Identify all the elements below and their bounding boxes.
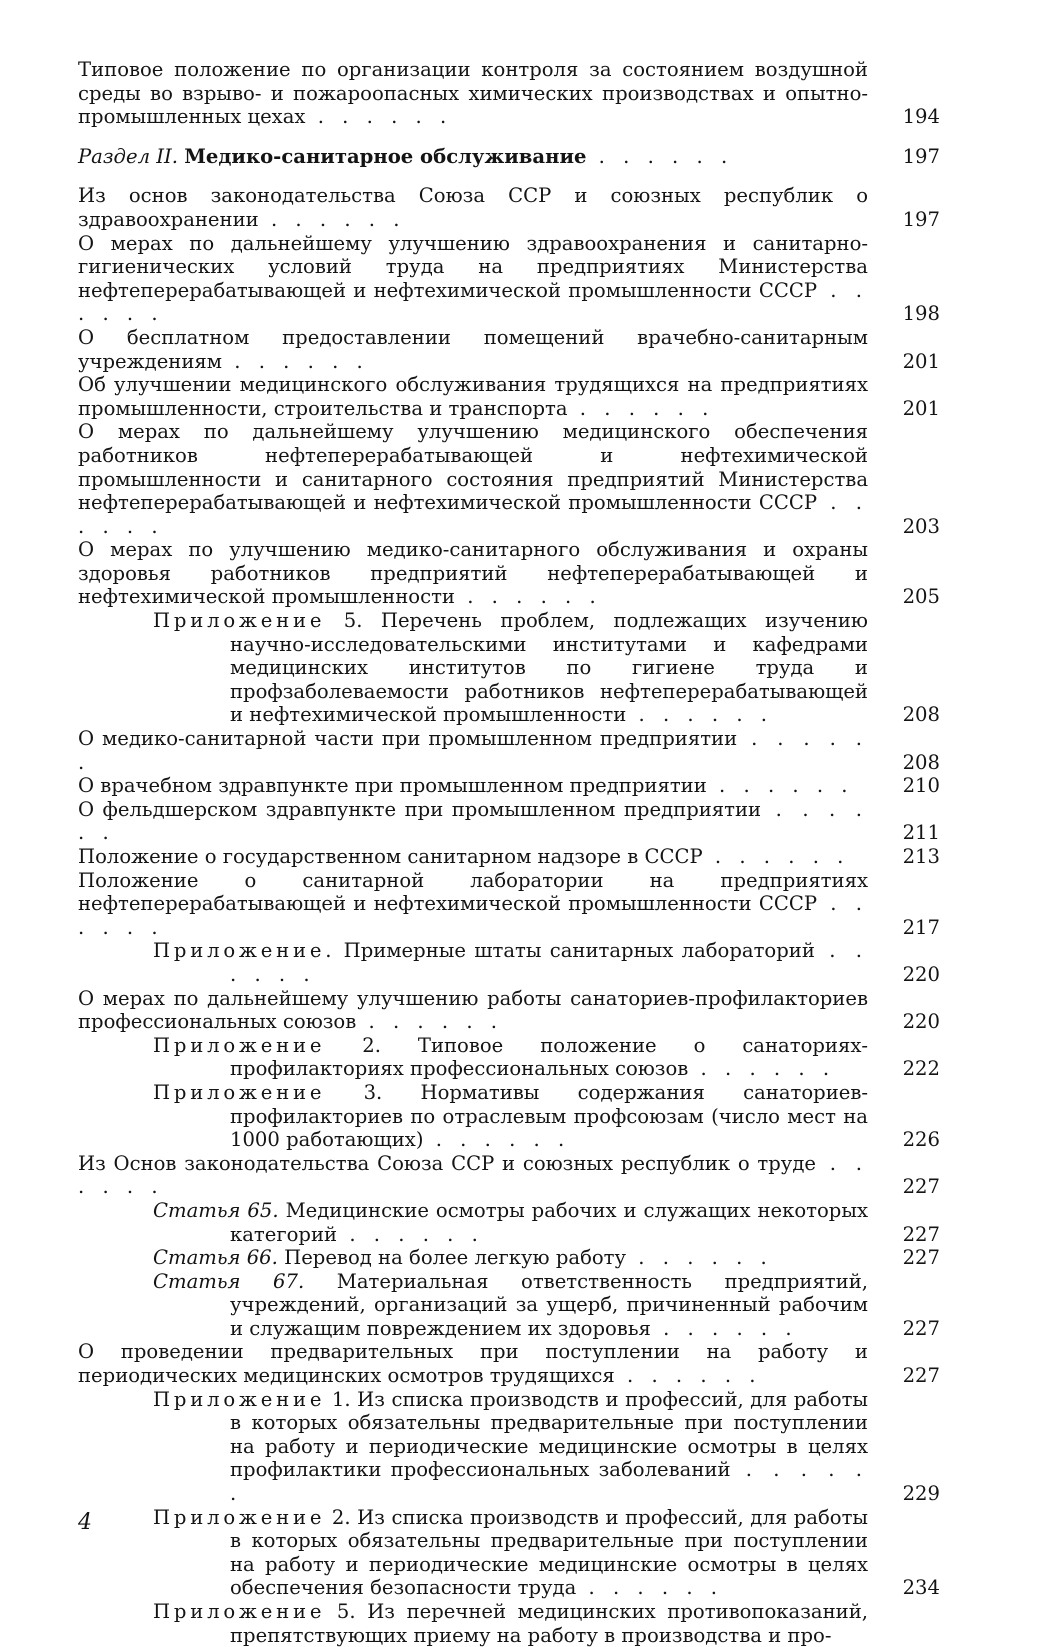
toc-entry-prefix: Приложение bbox=[153, 1080, 326, 1104]
toc-entry-title: Положение о государственном санитарном надзоре в СССР bbox=[78, 845, 703, 868]
toc-entry bbox=[78, 845, 940, 869]
toc-entry-title: Типовое положение по организации контроля за состоянием воздушной среды во взрыво- и пожароопасных химических производствах и опытно-промышленных цехах bbox=[78, 58, 868, 129]
toc-entry-prefix: Раздел II. bbox=[78, 144, 178, 168]
dot-leader: . . . . . . bbox=[576, 1576, 724, 1600]
dot-leader: . . . . . . bbox=[706, 774, 854, 798]
toc-page-number: 227 bbox=[902, 1364, 940, 1388]
toc-entry-text bbox=[78, 1152, 940, 1199]
toc-page-number: 197 bbox=[902, 207, 940, 231]
toc-entry-text bbox=[153, 1270, 940, 1341]
toc-page-number: 205 bbox=[902, 585, 940, 609]
toc-entry-text bbox=[78, 184, 940, 231]
toc-entry bbox=[78, 869, 940, 940]
toc-page-number: 203 bbox=[902, 514, 940, 538]
toc-entry-prefix: Статья 65. bbox=[153, 1198, 279, 1222]
toc-entry bbox=[78, 145, 940, 169]
toc-page-number: 208 bbox=[902, 750, 940, 774]
toc-entry-prefix: Приложение bbox=[153, 1600, 326, 1623]
dot-leader: . . . . . . bbox=[78, 491, 868, 538]
dot-leader: . . . . . . bbox=[626, 1246, 773, 1270]
toc-page-number: 198 bbox=[902, 302, 940, 326]
toc-entry bbox=[78, 1506, 940, 1600]
dot-leader: . . . . . . bbox=[78, 892, 868, 939]
dot-leader: . . . . . . bbox=[626, 703, 774, 727]
dot-leader: . . . . . . bbox=[650, 1316, 798, 1340]
toc-entry bbox=[78, 1270, 940, 1341]
toc-entry-title: О мерах по дальнейшему улучшению здравоохранения и санитарно-гигиенических условий труда на предприятиях Министерства нефтеперерабатывающей и нефтехимической промышленности СССР bbox=[78, 231, 868, 302]
toc-entry-text bbox=[78, 145, 940, 169]
toc-entry-title: 2. Типовое положение о санаториях-профилакториях профессиональных союзов bbox=[230, 1033, 868, 1081]
toc-entry-title: О бесплатном предоставлении помещений врачебно-санитарным учреждениям bbox=[78, 325, 868, 373]
toc-entry bbox=[78, 58, 940, 129]
page-number: 4 bbox=[78, 1510, 92, 1535]
toc-entry-title: О медико-санитарной части при промышленном предприятии bbox=[78, 727, 738, 751]
toc-entry-text bbox=[78, 1340, 940, 1387]
toc-entry-title: Медицинские осмотры рабочих и служащих некоторых категорий bbox=[230, 1198, 868, 1246]
toc-entry-text bbox=[78, 869, 940, 940]
dot-leader: . . . . . . bbox=[78, 1151, 868, 1199]
dot-leader: . . . . . . bbox=[688, 1057, 836, 1081]
dot-leader: . . . . . . bbox=[567, 396, 715, 420]
toc-page-number: 234 bbox=[902, 1576, 940, 1600]
toc-entry-title: Положение о санитарной лаборатории на предприятиях нефтеперерабатывающей и нефтехимической промышленности СССР bbox=[78, 868, 868, 916]
toc-entry-prefix: Приложение. bbox=[153, 939, 336, 963]
toc-entry bbox=[78, 373, 940, 420]
dot-leader: . . . . . . bbox=[614, 1364, 762, 1388]
toc-page-number: 201 bbox=[902, 349, 940, 373]
toc-entry bbox=[78, 727, 940, 774]
dot-leader: . . . . . . bbox=[305, 105, 453, 129]
toc-entry-text bbox=[78, 58, 940, 129]
toc-page-number: 222 bbox=[902, 1057, 940, 1081]
toc-entry-title: О врачебном здравпункте при промышленном предприятии bbox=[78, 774, 707, 798]
toc-page-number: 210 bbox=[902, 774, 940, 798]
toc-entry-prefix: Приложение bbox=[153, 1033, 326, 1057]
toc-entry bbox=[78, 538, 940, 609]
dot-leader: . . . . . . bbox=[222, 349, 369, 373]
toc-page-number: 208 bbox=[902, 703, 940, 727]
toc-entry-text bbox=[78, 538, 940, 609]
toc-page-number: 227 bbox=[902, 1175, 940, 1199]
toc-page-number: 217 bbox=[902, 915, 940, 939]
toc-entry-prefix: Статья 67. bbox=[153, 1269, 305, 1293]
dot-leader: . . . . . . bbox=[78, 797, 868, 845]
toc-entry-text bbox=[78, 798, 940, 845]
toc-entry-title: Из Основ законодательства Союза ССР и союзных республик о труде bbox=[78, 1151, 816, 1175]
toc-entry bbox=[78, 798, 940, 845]
dot-leader: . . . . . . bbox=[230, 1458, 868, 1506]
toc-entry-title: Об улучшении медицинского обслуживания трудящихся на предприятиях промышленности, строительства и транспорта bbox=[78, 373, 868, 420]
toc-page-number: 226 bbox=[902, 1128, 940, 1152]
dot-leader: . . . . . . bbox=[78, 278, 868, 326]
toc-entry-text bbox=[153, 1388, 940, 1506]
toc-entry-text bbox=[153, 939, 940, 986]
toc-entry-text bbox=[78, 845, 940, 869]
toc-entry-title: Материальная ответственность предприятий, учреждений, организаций за ущерб, причиненный рабочим и служащим повреждением их здоровья bbox=[230, 1269, 868, 1340]
toc-entry-title: 3. Нормативы содержания санаториев-профилакториев по отраслевым профсоюзам (число мест на 1000 работающих) bbox=[230, 1080, 868, 1152]
toc-entry bbox=[78, 326, 940, 373]
toc-entry-text bbox=[78, 987, 940, 1034]
toc-entry bbox=[78, 1152, 940, 1199]
toc-entry-title: 5. Перечень проблем, подлежащих изучению научно-исследовательскими институтами и кафедрами медицинских институтов по гигиене труда и профзаболеваемости работников нефтеперерабатывающей и нефтехимической промышленности bbox=[230, 609, 868, 727]
dot-leader: . . . . . . bbox=[78, 727, 868, 774]
toc-entry-text bbox=[78, 727, 940, 774]
toc-entry-title: О фельдшерском здравпункте при промышленном предприятии bbox=[78, 797, 762, 821]
toc-entry-text bbox=[78, 232, 940, 326]
toc-entry bbox=[78, 1388, 940, 1506]
toc-entry bbox=[78, 774, 940, 798]
toc-page-number: 220 bbox=[902, 1010, 940, 1034]
toc-entry-text bbox=[153, 609, 940, 727]
toc-entry-text bbox=[78, 373, 940, 420]
toc-entry-text bbox=[78, 420, 940, 538]
toc-entry-title: О мерах по улучшению медико-санитарного обслуживания и охраны здоровья работников предприятий нефтеперерабатывающей и нефтехимической промышленности bbox=[78, 538, 868, 609]
toc-page-number: 227 bbox=[902, 1316, 940, 1340]
toc-entry-prefix: Приложение bbox=[153, 609, 326, 633]
toc-entry-text bbox=[153, 1199, 940, 1246]
toc-entry-title: О проведении предварительных при поступлении на работу и периодических медицинских осмотров трудящихся bbox=[78, 1340, 868, 1388]
toc-entry-text bbox=[153, 1081, 940, 1152]
toc-page-number: 194 bbox=[902, 105, 940, 129]
toc-entry bbox=[78, 1600, 940, 1647]
toc-entry-text bbox=[78, 326, 940, 373]
toc-entry-title: Медико-санитарное обслуживание bbox=[184, 144, 587, 168]
toc-entry-title: Перевод на более легкую работу bbox=[284, 1246, 627, 1270]
toc-entry-text bbox=[78, 774, 940, 798]
toc-page-number: 213 bbox=[902, 845, 940, 868]
toc-entry-title: О мерах по дальнейшему улучшению медицинского обеспечения работников нефтеперерабатывающей и нефтехимической промышленности и санитарного состояния предприятий Министерства нефтеперерабатывающей и нефтехимической промышленности СССР bbox=[78, 420, 868, 515]
toc-entry-title: 2. Из списка производств и профессий, для работы в которых обязательны предварительные при поступлении на работу и периодические медицинские осмотры в целях обеспечения безопасности труда bbox=[230, 1505, 868, 1600]
dot-leader: . . . . . . bbox=[454, 585, 602, 609]
toc-entry bbox=[78, 1199, 940, 1246]
toc-entry bbox=[78, 987, 940, 1034]
dot-leader: . . . . . . bbox=[423, 1128, 571, 1152]
toc-entry bbox=[78, 1340, 940, 1387]
toc-entry-prefix: Приложение bbox=[153, 1387, 326, 1411]
toc-entry bbox=[78, 1246, 940, 1270]
dot-leader: . . . . . . bbox=[356, 1010, 504, 1034]
toc-entry-title: О мерах по дальнейшему улучшению работы санаториев-профилакториев профессиональных союзов bbox=[78, 986, 868, 1034]
toc-page-number: 227 bbox=[902, 1222, 940, 1246]
toc-entry-prefix: Приложение bbox=[153, 1505, 326, 1529]
toc-page-number: 197 bbox=[902, 144, 940, 168]
dot-leader: . . . . . . bbox=[258, 207, 406, 231]
toc-entry bbox=[78, 1034, 940, 1081]
dot-leader: . . . . . . bbox=[230, 939, 868, 986]
toc-entry bbox=[78, 939, 940, 986]
toc-page-number: 201 bbox=[902, 396, 940, 420]
table-of-contents bbox=[78, 58, 940, 1647]
toc-entry-title: 5. Из перечней медицинских противопоказаний, препятствующих приему на работу в производства и про- bbox=[230, 1600, 868, 1647]
toc-page-number: 229 bbox=[902, 1482, 940, 1506]
toc-entry-text bbox=[153, 1506, 940, 1600]
toc-entry bbox=[78, 1081, 940, 1152]
toc-page-number: 220 bbox=[902, 962, 940, 986]
toc-page-number: 211 bbox=[902, 821, 940, 845]
toc-entry-title: Примерные штаты санитарных лабораторий bbox=[343, 939, 815, 963]
toc-entry bbox=[78, 232, 940, 326]
toc-entry-title: 1. Из списка производств и профессий, для работы в которых обязательны предварительные при поступлении на работу и периодические медицинские осмотры в целях профилактики профессиональных заболеваний bbox=[230, 1387, 868, 1482]
toc-entry-text bbox=[153, 1246, 940, 1270]
toc-entry bbox=[78, 184, 940, 231]
toc-entry bbox=[78, 420, 940, 538]
toc-entry-title: Из основ законодательства Союза ССР и союзных республик о здравоохранении bbox=[78, 184, 868, 231]
dot-leader: . . . . . . bbox=[586, 144, 734, 168]
toc-entry-text bbox=[153, 1034, 940, 1081]
dot-leader: . . . . . . bbox=[337, 1222, 484, 1246]
toc-entry bbox=[78, 609, 940, 727]
dot-leader: . . . . . . bbox=[702, 845, 850, 868]
toc-entry-text bbox=[153, 1600, 940, 1647]
toc-entry-prefix: Статья 66. bbox=[153, 1246, 278, 1270]
toc-page-number: 227 bbox=[902, 1246, 940, 1270]
